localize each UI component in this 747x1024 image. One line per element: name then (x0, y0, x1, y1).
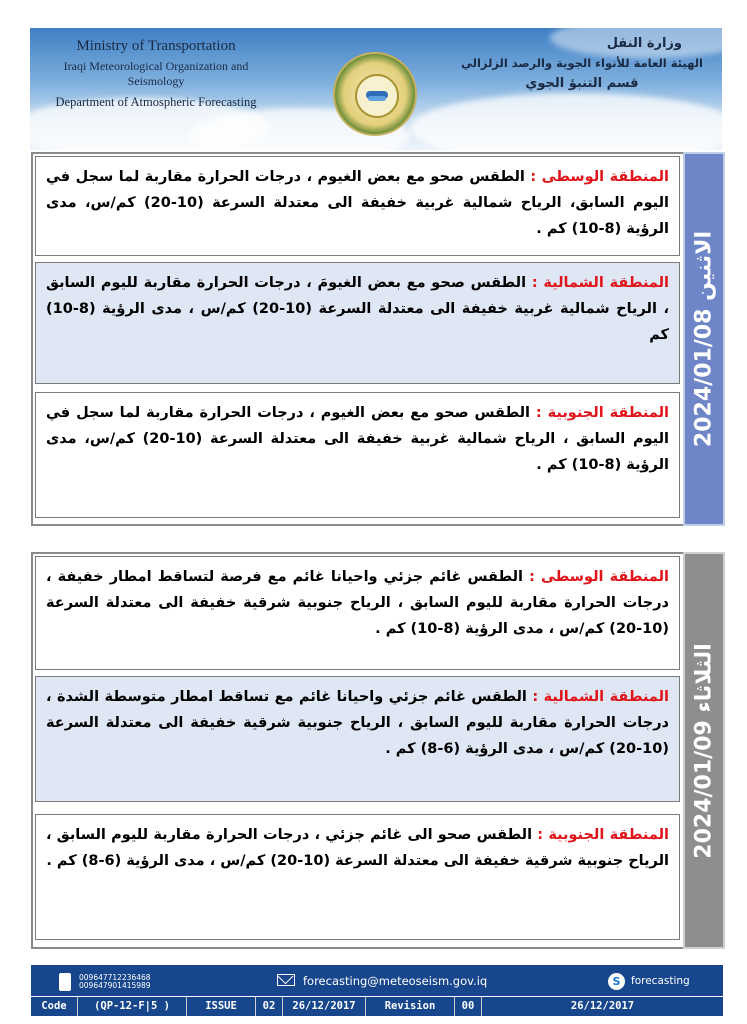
forecast-text: الطقس صحو مع بعض الغيومَ ، درجات الحرارة مقاربة لليوم السابق ، الرياح شمالية غربية خفيفة الى معتدلة السرعة (10-20) كم/س ، مدى الرؤية (8-10) كم (46, 275, 669, 343)
forecast-text: الطقس غائم جزئي واحيانا غائم مع فرصة لتساقط امطار خفيفة ، درجات الحرارة مقاربة لليوم السابق ، الرياح جنوبية شرقية خفيفة الى معتدلة السرعة (10-20) كم/س ، مدى الرؤية (8-10) كم . (46, 569, 669, 637)
revision-number: 00 (455, 997, 481, 1016)
revision-label: Revision (366, 997, 454, 1016)
region-name: المنطقة الجنوبية : (537, 827, 669, 843)
header-banner (30, 28, 722, 150)
phone-number-2: 009647901415989 (79, 981, 151, 990)
day2-southern-region (35, 814, 680, 940)
phone-numbers (79, 974, 151, 990)
code-value: (QP-12-F|5 ) (78, 997, 186, 1016)
email-address[interactable]: forecasting@meteoseism.gov.iq (303, 974, 488, 988)
issue-date: 26/12/2017 (283, 997, 365, 1016)
region-name: المنطقة الشمالية : (531, 275, 669, 291)
ministry-name-ar: وزارة النقل (606, 36, 682, 51)
issue-number: 02 (256, 997, 282, 1016)
region-name: المنطقة الجنوبية : (535, 405, 669, 421)
mail-icon (277, 974, 295, 986)
document-control-row (31, 996, 723, 1016)
day2-central-region (35, 556, 680, 670)
forecast-text: الطقس غائم جزئي واحيانا غائم مع تساقط امطار متوسطة الشدة ، درجات الحرارة مقاربة لليوم السابق ، الرياح جنوبية شرقية خفيفة الى معتدلة السرعة (10-20) كم/س ، مدى الرؤية (6-8) كم . (46, 689, 669, 757)
footer-contacts (31, 965, 723, 996)
revision-date: 26/12/2017 (482, 997, 723, 1016)
issue-label: ISSUE (187, 997, 255, 1016)
forecast-text: الطقس صحو مع بعض الغيوم ، درجات الحرارة مقاربة لما سجل في اليوم السابق ، الرياح شمالية غربية خفيفة الى معتدلة السرعة (10-20) كم/س، مدى الرؤية (8-10) كم . (46, 405, 670, 473)
forecast-text: الطقس صحو مع بعض الغيوم ، درجات الحرارة مقاربة لما سجل في اليوم السابق، الرياح شمالية غربية خفيفة الى معتدلة السرعة (10-20) كم/س، مدى الرؤية (8-10) كم . (46, 169, 670, 237)
code-label: Code (31, 997, 77, 1016)
day1-date-label: الاثنين 2024/01/08 (691, 230, 717, 448)
ministry-name-en: Ministry of Transportation (76, 38, 236, 54)
region-name: المنطقة الوسطى : (530, 169, 669, 185)
forecast-text: الطقس صحو الى غائم جزئي ، درجات الحرارة مقاربة لليوم السابق ، الرياح جنوبية شرقية خفيفة الى معتدلة السرعة (10-20) كم/س ، مدى الرؤية (6-8) كم . (46, 827, 669, 869)
day1-northern-region (35, 262, 680, 384)
region-name: المنطقة الوسطى : (529, 569, 669, 585)
header-arabic (452, 36, 712, 91)
phone-number-1: 009647712236468 (79, 973, 151, 982)
department-name-en: Department of Atmospheric Forecasting (55, 95, 257, 109)
day1-central-region (35, 156, 680, 256)
day2-date-bar (683, 552, 725, 949)
day2-northern-region (35, 676, 680, 802)
organization-logo (333, 52, 417, 136)
header-english (36, 38, 276, 110)
phone-icon (59, 973, 71, 991)
footer (31, 965, 723, 1015)
day1-southern-region (35, 392, 680, 518)
department-name-ar: قسم التنبؤ الجوي (525, 76, 639, 91)
organization-name-en: Iraqi Meteorological Organization and Seismology (63, 59, 249, 88)
skype-icon: S (608, 973, 625, 990)
day1-date-bar (683, 152, 725, 526)
organization-name-ar: الهيئة العامة للأنواء الجوية والرصد الزلزالي (461, 56, 703, 70)
day2-date-label: الثلاثاء 2024/01/09 (691, 642, 717, 859)
skype-handle[interactable]: forecasting (631, 975, 690, 987)
region-name: المنطقة الشمالية : (532, 689, 670, 705)
